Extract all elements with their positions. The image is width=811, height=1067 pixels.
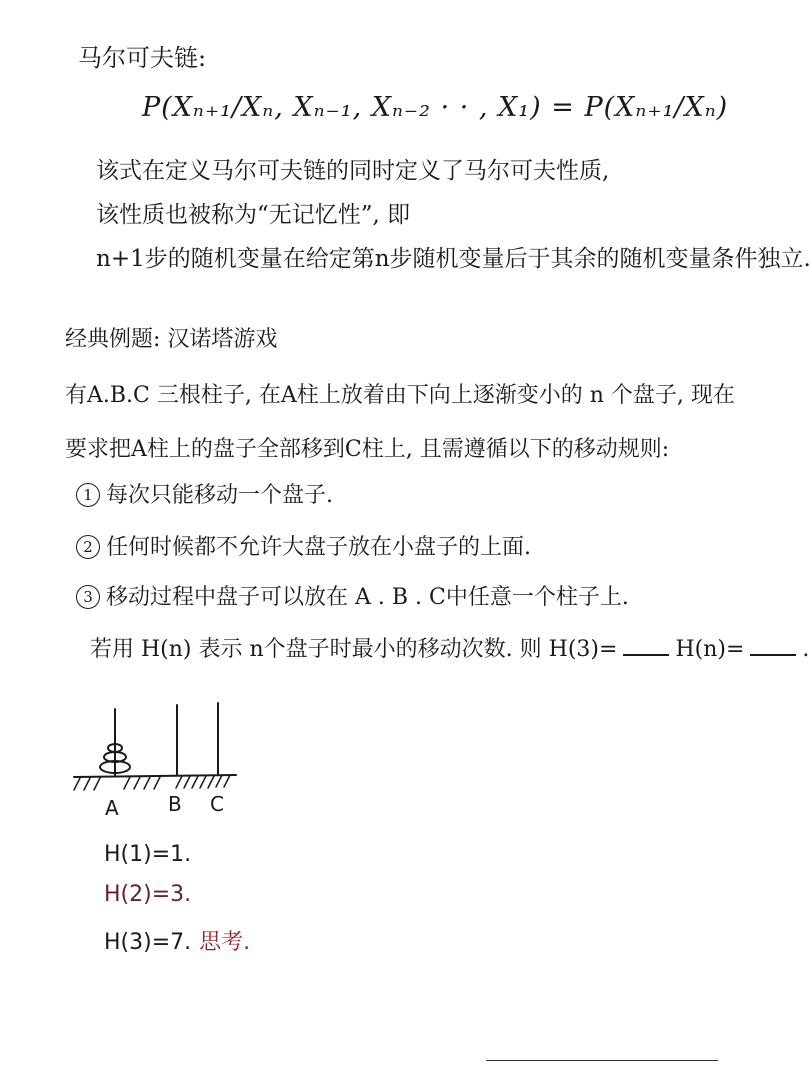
rule-number-1: 1 bbox=[76, 483, 100, 507]
answer-blank-h3 bbox=[623, 654, 669, 656]
problem-line-1: 有A.B.C 三根柱子, 在A柱上放着由下向上逐渐变小的 n 个盘子, 现在 bbox=[65, 383, 735, 408]
rule-1 bbox=[76, 478, 333, 509]
peg-label-b: B bbox=[168, 792, 182, 816]
markov-line-1: 该式在定义马尔可夫链的同时定义了马尔可夫性质, bbox=[96, 158, 610, 184]
think-note: 思考. bbox=[199, 930, 251, 955]
question bbox=[90, 632, 809, 663]
rule-2 bbox=[76, 530, 531, 561]
markov-line-2: 该性质也被称为“无记忆性”, 即 bbox=[96, 202, 411, 228]
peg-label-a: A bbox=[105, 796, 119, 820]
question-prefix: 若用 H(n) 表示 n个盘子时最小的移动次数. 则 H(3)= bbox=[90, 637, 618, 662]
rule-number-3: 3 bbox=[76, 585, 100, 609]
rule-number-2: 2 bbox=[76, 535, 100, 559]
answer-h1: H(1)=1. bbox=[104, 842, 192, 867]
section-title-markov: 马尔可夫链: bbox=[78, 44, 207, 72]
rule-text-3: 移动过程中盘子可以放在 A . B . C中任意一个柱子上. bbox=[106, 585, 629, 610]
answer-h3-text: H(3)=7. bbox=[104, 930, 192, 955]
footer-rule bbox=[486, 1060, 718, 1061]
hanoi-diagram bbox=[60, 695, 260, 825]
rule-text-2: 任何时候都不允许大盘子放在小盘子的上面. bbox=[106, 535, 531, 560]
example-title: 经典例题: 汉诺塔游戏 bbox=[65, 327, 278, 352]
question-end: . bbox=[802, 637, 810, 662]
answer-h3 bbox=[104, 925, 250, 956]
markov-line-3: n+1步的随机变量在给定第n步随机变量后于其余的随机变量条件独立. bbox=[96, 246, 811, 272]
rule-text-1: 每次只能移动一个盘子. bbox=[106, 483, 333, 508]
answer-h2: H(2)=3. bbox=[104, 882, 192, 907]
answer-blank-hn bbox=[750, 654, 796, 656]
hanoi-base bbox=[74, 775, 236, 777]
markov-formula: P(Xₙ₊₁/Xₙ, Xₙ₋₁, Xₙ₋₂ · · , X₁) = P(Xₙ₊₁/Xₙ) bbox=[142, 92, 729, 123]
rule-3 bbox=[76, 580, 629, 611]
peg-label-c: C bbox=[210, 792, 224, 816]
problem-line-2: 要求把A柱上的盘子全部移到C柱上, 且需遵循以下的移动规则: bbox=[65, 437, 670, 462]
question-mid: H(n)= bbox=[675, 637, 745, 662]
